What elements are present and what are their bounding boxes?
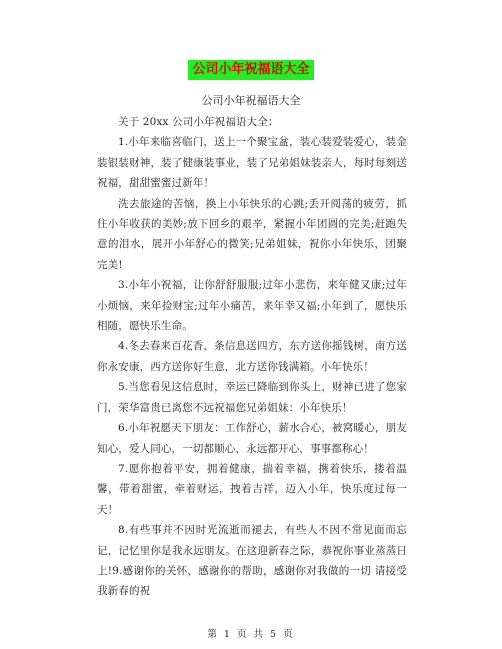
document-subtitle: 公司小年祝福语大全: [201, 94, 301, 107]
document-body: [97, 112, 407, 602]
paragraph: 5.当您看见这信息时，幸运已降临到你头上，财神已进了您家门，荣华富贵已离您不远祝福您兄弟姐妹：小年快乐！: [97, 381, 407, 414]
paragraph: 1.小年来临喜临门，送上一个聚宝盆，装心装爱装爱心，装金装银装财神，装了健康装事业，装了兄弟姐妹装亲人，每时每刻送祝福，甜甜蜜蜜过新年！: [97, 136, 407, 190]
document-title: 公司小年祝福语大全: [188, 60, 313, 80]
paragraph: 7.愿你抱着平安，拥着健康，揣着幸福，携着快乐，搂着温馨，带着甜蜜，牵着财运，拽着吉祥，迈入小年，快乐度过每一天！: [97, 462, 407, 516]
page-footer: 第 1 页 共 5 页: [207, 629, 295, 640]
paragraph: 4.冬去春来百花香，条信息送四方，东方送你摇钱树，南方送你永安康，西方送你好生意，北方送你钱满箱。小年快乐！: [97, 340, 407, 373]
paragraph: 3.小年小祝福，让你舒舒服服;过年小悲伤，来年健又康;过年小烦恼，来年捡财宝;过年小痛苦，来年幸又福;小年到了，愿快乐相随，愿快乐生命。: [97, 279, 407, 333]
paragraph: 洗去旅途的苦恼，换上小年快乐的心跳;丢开阅荡的疲劳，抓住小年收获的美妙;放下回乡的艰辛，紧握小年团圆的完美;赶跑失意的泪水，展开小年舒心的微笑;兄弟姐妹，祝你小年快乐，团聚完美!: [97, 197, 407, 271]
title-area: [0, 58, 502, 80]
intro-paragraph: 关于 20xx 公司小年祝福语大全：: [118, 116, 279, 128]
paragraph: 8.有些事并不因时光流逝而褪去，有些人不因不常见面而忘记，记忆里你是我永远朋友。在这迎新春之际，恭祝你事业蒸蒸日上!9.感谢你的关怀，感谢你的帮助，感谢你对我做的一切 请接受我新春的祝: [97, 524, 407, 598]
paragraph: 6.小年祝愿天下朋友：工作舒心，薪水合心，被窝暖心，朋友知心，爱人同心，一切都顺心，永远都开心，事事都称心！: [97, 422, 407, 455]
